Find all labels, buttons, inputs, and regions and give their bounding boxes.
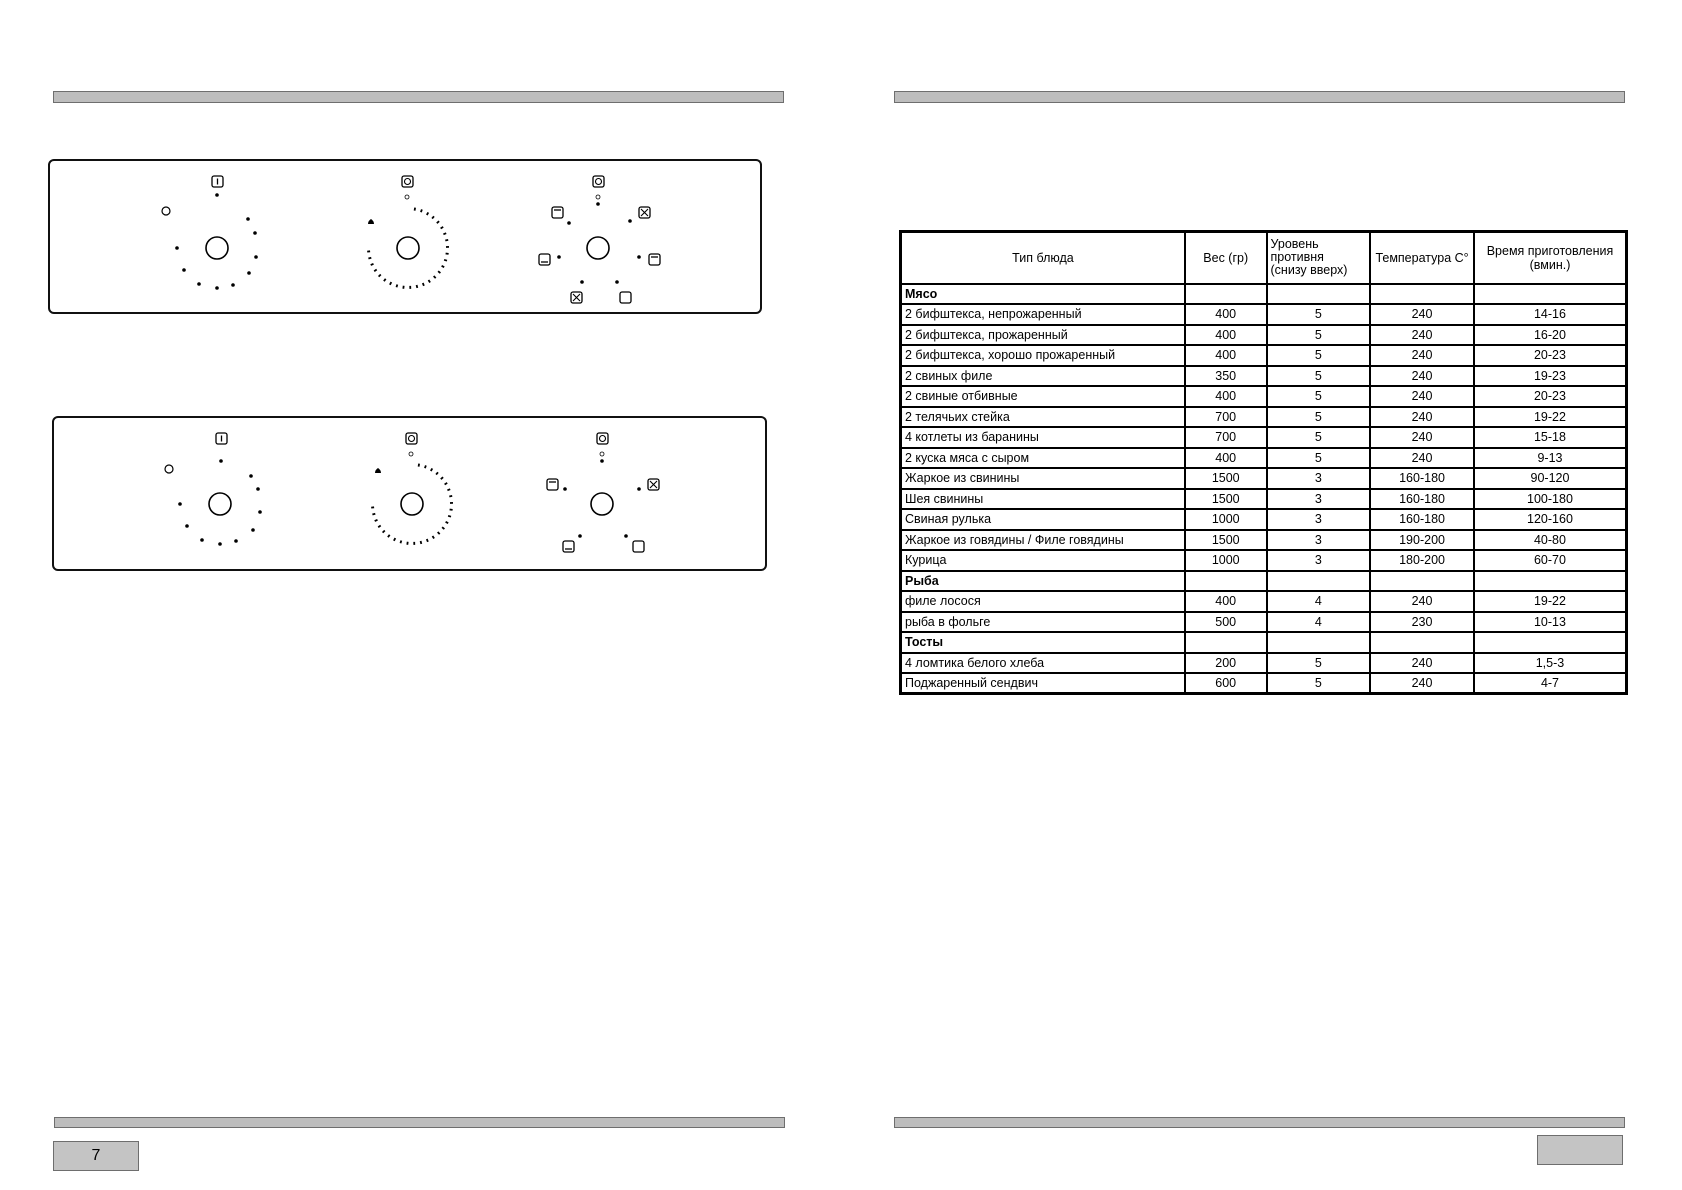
scale-tick [445,483,448,485]
header-level [1267,232,1371,284]
weight-cell: 1500 [1185,468,1267,489]
dish-cell: 4 ломтика белого хлеба [901,653,1185,674]
table-row [901,407,1627,428]
scale-tick [436,472,438,474]
scale-tick [388,535,390,537]
weight-cell: 1500 [1185,530,1267,551]
header-level-line3: (снизу вверх) [1270,263,1348,278]
temperature-cell: 160-180 [1370,468,1474,489]
temperature-cell: 240 [1370,304,1474,325]
temperature-cell: 190-200 [1370,530,1474,551]
scale-tick [379,275,381,277]
time-cell [1474,632,1627,653]
time-cell: 19-23 [1474,366,1627,387]
right-page-number-box [1537,1135,1623,1165]
off-position-icon [162,207,170,215]
level-cell: 5 [1267,366,1371,387]
level-cell: 3 [1267,509,1371,530]
table-row [901,468,1627,489]
scale-tick [438,271,440,273]
scale-tick [444,260,447,261]
weight-cell: 1500 [1185,489,1267,510]
time-cell [1474,284,1627,305]
temperature-cell: 160-180 [1370,489,1474,510]
scale-tick [438,532,440,534]
table-row [901,304,1627,325]
scale-tick [383,531,385,533]
knob-circle [206,237,228,259]
time-cell: 4-7 [1474,673,1627,694]
level-cell: 5 [1267,427,1371,448]
temperature-cell: 240 [1370,591,1474,612]
dish-cell: Жаркое из говядины / Филе говядины [901,530,1185,551]
mode-selector-knob [539,176,660,303]
dish-cell: 2 бифштекса, прожаренный [901,325,1185,346]
level-cell: 4 [1267,591,1371,612]
temperature-cell: 240 [1370,427,1474,448]
level-cell: 5 [1267,386,1371,407]
weight-cell: 350 [1185,366,1267,387]
temperature-cell: 240 [1370,345,1474,366]
table-body [901,284,1627,694]
scale-tick [421,541,422,544]
level-cell: 5 [1267,407,1371,428]
table-row [901,366,1627,387]
temperature-cell [1370,632,1474,653]
time-cell: 40-80 [1474,530,1627,551]
scale-tick [372,514,375,515]
weight-cell: 400 [1185,448,1267,469]
header-time-line2: (вмин.) [1529,257,1571,272]
temperature-cell: 240 [1370,673,1474,694]
header-temperature: Температура С° [1370,232,1474,284]
scale-tick [445,240,448,241]
temperature-cell: 240 [1370,448,1474,469]
scale-tick [434,276,436,278]
table-row [901,345,1627,366]
scale-tick [431,468,433,471]
right-bottom-bar [894,1117,1625,1128]
scale-tick [442,266,445,267]
table-row [901,489,1627,510]
weight-cell: 1000 [1185,550,1267,571]
time-cell: 15-18 [1474,427,1627,448]
top-heat-icon [552,207,563,218]
level-cell: 3 [1267,550,1371,571]
scale-tick [427,212,429,215]
weight-cell: 400 [1185,591,1267,612]
fan-icon [633,541,644,552]
temperature-cell: 240 [1370,366,1474,387]
weight-cell: 500 [1185,612,1267,633]
thermostat-icon [406,433,417,444]
lamp-knob [162,176,258,290]
weight-cell: 600 [1185,673,1267,694]
oil-drop-icon [368,219,374,224]
weight-cell: 700 [1185,407,1267,428]
time-cell: 19-22 [1474,591,1627,612]
level-cell: 5 [1267,304,1371,325]
weight-cell: 700 [1185,427,1267,448]
level-cell: 3 [1267,530,1371,551]
scale-tick [423,283,424,286]
thermostat-knob [367,176,449,289]
scale-tick [449,496,452,497]
top-heat-icon [547,479,558,490]
weight-cell: 1000 [1185,509,1267,530]
control-panel-2-drawing [54,418,769,573]
level-cell: 5 [1267,673,1371,694]
lamp-knob [165,433,262,546]
scale-tick [425,465,426,468]
header-weight: Вес (гр) [1185,232,1267,284]
time-cell: 60-70 [1474,550,1627,571]
temperature-cell: 240 [1370,407,1474,428]
scale-tick [397,285,398,288]
left-bottom-bar [54,1117,785,1128]
header-dish: Тип блюда [901,232,1185,284]
dish-cell: Тосты [901,632,1185,653]
scale-tick [419,464,420,467]
scale-tick [421,209,422,212]
scale-tick [443,233,446,234]
header-level-line1: Уровень [1270,237,1319,252]
level-cell [1267,632,1371,653]
top-bottom-heat-icon [649,254,660,265]
thermostat-knob [371,433,453,545]
weight-cell: 400 [1185,304,1267,325]
page-number: 7 [91,1147,101,1164]
level-cell [1267,571,1371,592]
time-cell: 90-120 [1474,468,1627,489]
table-row [901,509,1627,530]
header-time-line1: Время приготовления [1486,243,1614,258]
section-row [901,284,1627,305]
temperature-cell [1370,284,1474,305]
weight-cell [1185,284,1267,305]
dish-cell: 2 телячьих стейка [901,407,1185,428]
mode-selector-icon [593,176,604,187]
scale-tick [446,522,449,523]
bottom-heat-icon [539,254,550,265]
table-row [901,612,1627,633]
scale-tick [437,221,439,223]
time-cell: 120-160 [1474,509,1627,530]
scale-tick [394,538,395,541]
scale-tick [417,285,418,288]
level-cell [1267,284,1371,305]
knob-circle [591,493,613,515]
section-row [901,571,1627,592]
knob-circle [587,237,609,259]
section-row [901,632,1627,653]
knob-circle [401,493,423,515]
weight-cell: 400 [1185,345,1267,366]
scale-tick [427,539,428,542]
scale-tick [384,279,386,281]
level-cell: 5 [1267,345,1371,366]
weight-cell [1185,571,1267,592]
table-row [901,653,1627,674]
time-cell: 16-20 [1474,325,1627,346]
time-cell [1474,571,1627,592]
level-cell: 5 [1267,653,1371,674]
temperature-cell: 160-180 [1370,509,1474,530]
scale-tick [415,208,416,211]
temperature-cell [1370,571,1474,592]
dish-cell: 2 бифштекса, непрожаренный [901,304,1185,325]
table-row [901,386,1627,407]
level-cell: 3 [1267,468,1371,489]
table-row [901,550,1627,571]
table-row [901,530,1627,551]
weight-cell [1185,632,1267,653]
level-cell: 5 [1267,448,1371,469]
dish-cell: Курица [901,550,1185,571]
header-level-line2: противня [1270,250,1324,265]
page-number-box [53,1141,139,1171]
time-cell: 20-23 [1474,386,1627,407]
temperature-cell: 180-200 [1370,550,1474,571]
scale-tick [378,526,381,528]
dish-cell: рыба в фольге [901,612,1185,633]
control-panel-2 [52,416,767,571]
header-time [1474,232,1627,284]
oil-drop-icon [375,468,381,473]
cooking-table [899,230,1628,695]
table-row [901,325,1627,346]
fan-icon [620,292,631,303]
off-position-icon [165,465,173,473]
scale-tick [432,216,434,218]
control-panel-1-drawing [50,161,764,316]
time-cell: 10-13 [1474,612,1627,633]
mode-selector-knob [547,433,659,552]
temperature-cell: 240 [1370,653,1474,674]
table-row [901,591,1627,612]
scale-tick [433,536,435,539]
level-cell: 4 [1267,612,1371,633]
bottom-heat-icon [563,541,574,552]
temperature-cell: 240 [1370,386,1474,407]
dish-cell: Рыба [901,571,1185,592]
scale-tick [375,520,378,521]
dish-cell: Поджаренный сендвич [901,673,1185,694]
weight-cell: 400 [1185,386,1267,407]
scale-tick [441,477,443,479]
mode-selector-icon [597,433,608,444]
thermostat-icon [402,176,413,187]
scale-tick [371,264,374,265]
scale-tick [448,516,451,517]
dish-cell: 2 свиные отбивные [901,386,1185,407]
dish-cell: Мясо [901,284,1185,305]
dish-cell: филе лосося [901,591,1185,612]
table-row [901,427,1627,448]
time-cell: 100-180 [1474,489,1627,510]
dish-cell: Свиная рулька [901,509,1185,530]
time-cell: 19-22 [1474,407,1627,428]
weight-cell: 400 [1185,325,1267,346]
table-header-row [901,232,1627,284]
dish-cell: Шея свинины [901,489,1185,510]
scale-tick [441,227,444,229]
time-cell: 9-13 [1474,448,1627,469]
time-cell: 20-23 [1474,345,1627,366]
table-row [901,448,1627,469]
scale-tick [447,489,450,490]
control-panel-1 [48,159,762,314]
knob-circle [209,493,231,515]
right-top-bar [894,91,1625,103]
time-cell: 14-16 [1474,304,1627,325]
temperature-cell: 230 [1370,612,1474,633]
dish-cell: 2 свиных филе [901,366,1185,387]
dish-cell: 2 бифштекса, хорошо прожаренный [901,345,1185,366]
left-top-bar [53,91,784,103]
time-cell: 1,5-3 [1474,653,1627,674]
scale-tick [401,541,402,544]
weight-cell: 200 [1185,653,1267,674]
level-cell: 3 [1267,489,1371,510]
scale-tick [368,258,371,259]
scale-tick [374,270,377,272]
dish-cell: 4 котлеты из баранины [901,427,1185,448]
temperature-cell: 240 [1370,325,1474,346]
scale-tick [429,280,431,283]
level-cell: 5 [1267,325,1371,346]
scale-tick [390,282,391,285]
knob-circle [397,237,419,259]
dish-cell: Жаркое из свинины [901,468,1185,489]
table-row [901,673,1627,694]
scale-tick [442,527,444,529]
dish-cell: 2 куска мяса с сыром [901,448,1185,469]
